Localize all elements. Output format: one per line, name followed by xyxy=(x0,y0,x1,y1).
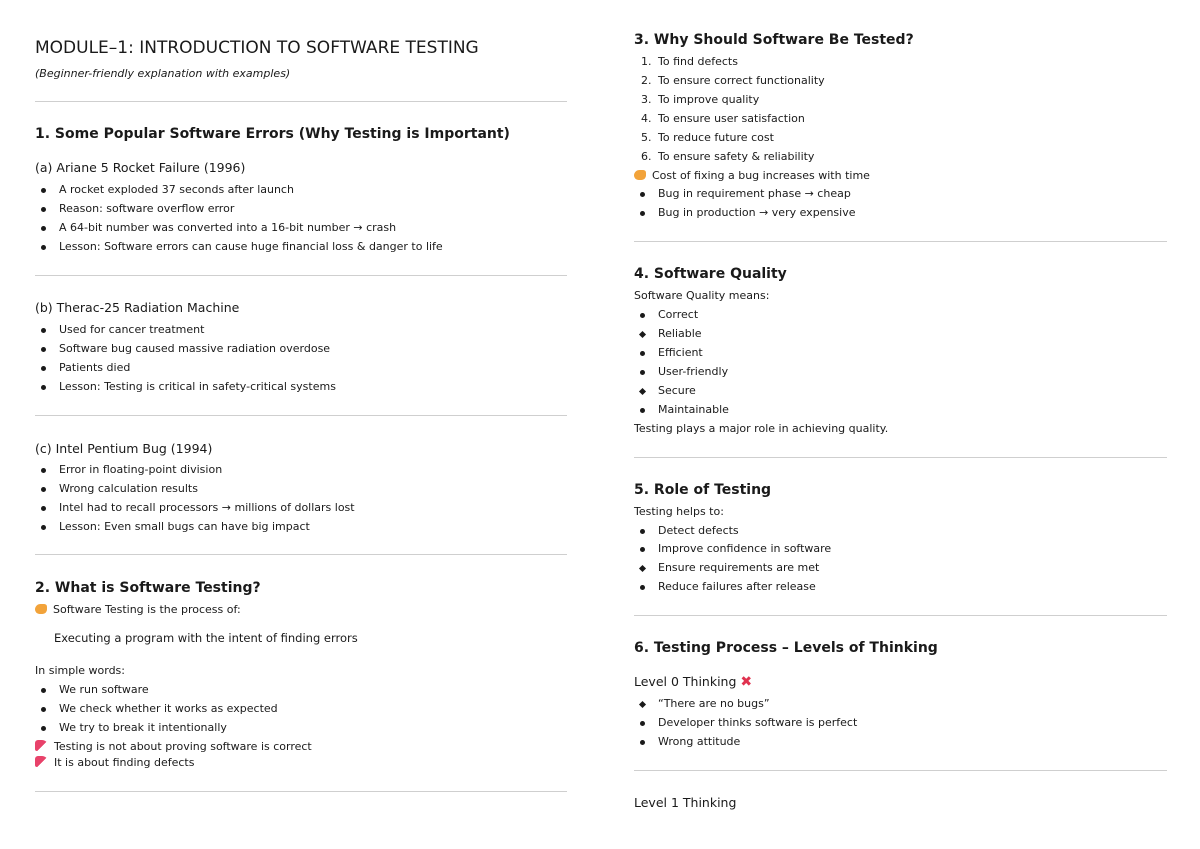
list-item: We try to break it intentionally xyxy=(35,721,227,734)
ariane-heading: (a) Ariane 5 Rocket Failure (1996) xyxy=(35,160,246,175)
level-0-heading: Level 0 Thinking ✖ xyxy=(634,674,753,690)
divider xyxy=(35,101,567,102)
divider xyxy=(35,415,567,416)
section-2-heading: 2. What is Software Testing? xyxy=(35,580,261,596)
bullet-icon xyxy=(41,188,46,193)
list-item: A 64-bit number was converted into a 16-bit number → crash xyxy=(35,221,396,234)
bullet-icon xyxy=(640,721,645,726)
bullet-icon xyxy=(640,740,645,745)
list-item: 2. To ensure correct functionality xyxy=(641,74,825,87)
cross-mark-icon: ✖ xyxy=(740,674,753,690)
list-item: Developer thinks software is perfect xyxy=(634,716,857,729)
section-6-heading: 6. Testing Process – Levels of Thinking xyxy=(634,640,938,656)
list-item: Detect defects xyxy=(634,524,739,537)
divider xyxy=(634,457,1167,458)
bullet-icon xyxy=(640,313,645,318)
quality-outro: Testing plays a major role in achieving quality. xyxy=(634,422,889,435)
bullet-icon xyxy=(640,211,645,216)
pushpin-icon xyxy=(35,756,48,767)
section-4-heading: 4. Software Quality xyxy=(634,266,787,282)
bullet-icon xyxy=(41,226,46,231)
therac-heading: (b) Therac-25 Radiation Machine xyxy=(35,300,240,315)
pointing-hand-icon xyxy=(35,604,47,614)
bullet-icon xyxy=(41,707,46,712)
list-item: Lesson: Even small bugs can have big impact xyxy=(35,520,310,533)
diamond-bullet-icon xyxy=(639,331,646,338)
list-item: 1. To find defects xyxy=(641,55,738,68)
list-item: Maintainable xyxy=(634,403,729,416)
bullet-icon xyxy=(640,547,645,552)
diamond-bullet-icon xyxy=(639,701,646,708)
bullet-icon xyxy=(41,366,46,371)
list-item: 6. To ensure safety & reliability xyxy=(641,150,815,163)
divider xyxy=(35,554,567,555)
list-item: 4. To ensure user satisfaction xyxy=(641,112,805,125)
list-item: Efficient xyxy=(634,346,703,359)
bullet-icon xyxy=(640,192,645,197)
list-item: Used for cancer treatment xyxy=(35,323,204,336)
list-item: Reduce failures after release xyxy=(634,580,816,593)
section-3-heading: 3. Why Should Software Be Tested? xyxy=(634,32,914,48)
list-item: Reliable xyxy=(634,327,702,340)
list-item: Intel had to recall processors → millions of dollars lost xyxy=(35,501,355,514)
pointing-hand-icon xyxy=(634,170,646,180)
list-item: Lesson: Testing is critical in safety-critical systems xyxy=(35,380,336,393)
list-item: “There are no bugs” xyxy=(634,697,770,710)
list-item: Correct xyxy=(634,308,698,321)
list-item: Reason: software overflow error xyxy=(35,202,234,215)
divider xyxy=(35,791,567,792)
bullet-icon xyxy=(640,529,645,534)
list-item: Lesson: Software errors can cause huge financial loss & danger to life xyxy=(35,240,443,253)
simple-words-label: In simple words: xyxy=(35,664,125,677)
list-item: Software bug caused massive radiation overdose xyxy=(35,342,330,355)
bullet-icon xyxy=(41,688,46,693)
document-title: MODULE–1: INTRODUCTION TO SOFTWARE TESTING xyxy=(35,38,479,58)
list-item: Improve confidence in software xyxy=(634,542,831,555)
cost-note: Cost of fixing a bug increases with time xyxy=(634,169,870,182)
list-item: 3. To improve quality xyxy=(641,93,760,106)
list-item: User-friendly xyxy=(634,365,728,378)
bullet-icon xyxy=(640,351,645,356)
bullet-icon xyxy=(41,347,46,352)
pin-note: It is about finding defects xyxy=(35,756,194,769)
bullet-icon xyxy=(41,525,46,530)
level-1-heading: Level 1 Thinking xyxy=(634,795,737,810)
document-subtitle: (Beginner-friendly explanation with examples) xyxy=(35,67,291,80)
list-item: A rocket exploded 37 seconds after launch xyxy=(35,183,294,196)
section-5-heading: 5. Role of Testing xyxy=(634,482,772,498)
quality-intro: Software Quality means: xyxy=(634,289,770,302)
list-item: Bug in production → very expensive xyxy=(634,206,855,219)
section-1-heading: 1. Some Popular Software Errors (Why Testing is Important) xyxy=(35,126,510,142)
list-item: Ensure requirements are met xyxy=(634,561,819,574)
pentium-heading: (c) Intel Pentium Bug (1994) xyxy=(35,441,213,456)
role-intro: Testing helps to: xyxy=(634,505,724,518)
bullet-icon xyxy=(640,408,645,413)
divider xyxy=(35,275,567,276)
bullet-icon xyxy=(41,207,46,212)
divider xyxy=(634,770,1167,771)
bullet-icon xyxy=(41,487,46,492)
list-item: Secure xyxy=(634,384,696,397)
diamond-bullet-icon xyxy=(639,565,646,572)
pin-note: Testing is not about proving software is correct xyxy=(35,740,312,753)
diamond-bullet-icon xyxy=(639,388,646,395)
bullet-icon xyxy=(41,468,46,473)
list-item: Wrong calculation results xyxy=(35,482,198,495)
bullet-icon xyxy=(41,726,46,731)
bullet-icon xyxy=(41,328,46,333)
list-item: We check whether it works as expected xyxy=(35,702,278,715)
list-item: Wrong attitude xyxy=(634,735,740,748)
list-item: 5. To reduce future cost xyxy=(641,131,774,144)
list-item: Patients died xyxy=(35,361,130,374)
bullet-icon xyxy=(41,385,46,390)
bullet-icon xyxy=(41,506,46,511)
bullet-icon xyxy=(640,585,645,590)
list-item: Error in floating-point division xyxy=(35,463,222,476)
bullet-icon xyxy=(640,370,645,375)
definition-quote: Executing a program with the intent of finding errors xyxy=(54,631,358,645)
list-item: Bug in requirement phase → cheap xyxy=(634,187,851,200)
list-item: We run software xyxy=(35,683,149,696)
pushpin-icon xyxy=(35,740,48,751)
divider xyxy=(634,241,1167,242)
bullet-icon xyxy=(41,245,46,250)
definition-intro: Software Testing is the process of: xyxy=(35,603,241,616)
divider xyxy=(634,615,1167,616)
